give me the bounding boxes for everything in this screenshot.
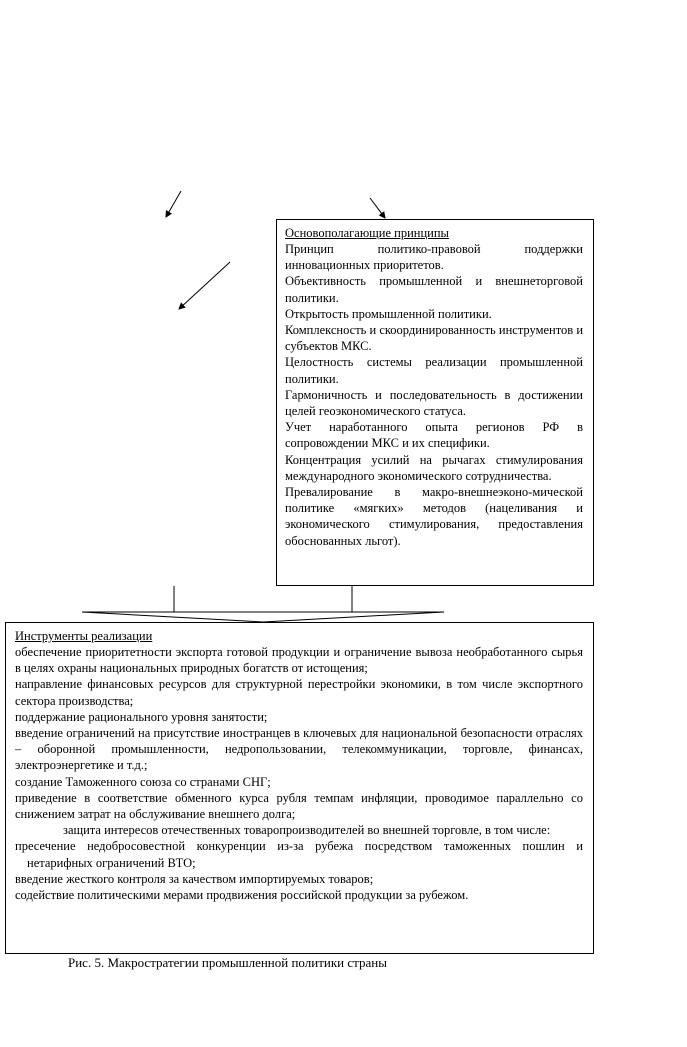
- principles-list: [285, 241, 583, 549]
- principle-item: Принцип политико-правовой поддержки инновационных приоритетов.: [285, 242, 583, 273]
- principles-to-instruments-connector: [82, 586, 444, 622]
- instrument-item: обеспечение приоритетности экспорта готовой продукции и ограничение вывоза необработанного сырья в целях охраны национальных природных богатств от истощения;: [15, 645, 583, 676]
- arrow-middle-left: [179, 262, 230, 309]
- principle-item: Концентрация усилий на рычагах стимулирования международного экономического сотрудничества.: [285, 452, 583, 483]
- principle-item: Открытость промышленной политики.: [285, 306, 492, 321]
- principle-item: Целостность системы реализации промышленной политики.: [285, 355, 583, 386]
- instruments-title: Инструменты реализации: [15, 629, 153, 643]
- principle-item: Комплексность и скоординированность инструментов и субъектов МКС.: [285, 323, 584, 354]
- instruments-list: [15, 644, 583, 903]
- principle-item: Объективность промышленной и внешнеторговой политики.: [285, 274, 583, 305]
- principle-item: Гармоничность и последовательность в достижении целей геоэкономического статуса.: [285, 387, 583, 419]
- instrument-item: защита интересов отечественных товаропроизводителей во внешней торговле, в том числе:: [63, 823, 551, 838]
- instrument-item: пресечение недобросовестной конкуренции из-за рубежа посредством таможенных пошлин и нетарифных ограничений ВТО;: [15, 839, 583, 870]
- instrument-item: создание Таможенного союза со странами СНГ;: [15, 774, 271, 789]
- instrument-item: приведение в соответствие обменного курса рубля темпам инфляции, проводимое параллельно со снижением затрат на обслуживание внешнего долга;: [15, 790, 583, 822]
- instrument-item: направление финансовых ресурсов для структурной перестройки экономики, в том числе экспортного сектора производства;: [15, 677, 583, 708]
- instrument-item: введение жесткого контроля за качеством импортируемых товаров;: [15, 871, 374, 886]
- arrow-top-right: [370, 198, 385, 218]
- instruments-box: [5, 622, 594, 954]
- instrument-item: поддержание рационального уровня занятости;: [15, 709, 268, 724]
- principle-item: Превалирование в макро-внешнеэконо-мической политике «мягких» методов (нацеливания и экономического стимулирования, предоставления обоснованных льгот).: [285, 485, 583, 548]
- principle-item: Учет наработанного опыта регионов РФ в сопровождении МКС и их специфики.: [285, 420, 583, 451]
- arrow-top-left: [166, 191, 181, 217]
- instrument-item: введение ограничений на присутствие иностранцев в ключевых для национальной безопасности отраслях – оборонной промышленности, недропользовании, телекоммуникации, торговле, финансах, электроэнергетике и т.д.;: [15, 726, 583, 773]
- principles-title: Основополагающие принципы: [285, 226, 449, 240]
- principles-box: [276, 219, 594, 586]
- instrument-item: содействие политическими мерами продвижения российской продукции за рубежом.: [15, 888, 469, 903]
- figure-caption: Рис. 5. Макростратегии промышленной политики страны: [68, 955, 387, 970]
